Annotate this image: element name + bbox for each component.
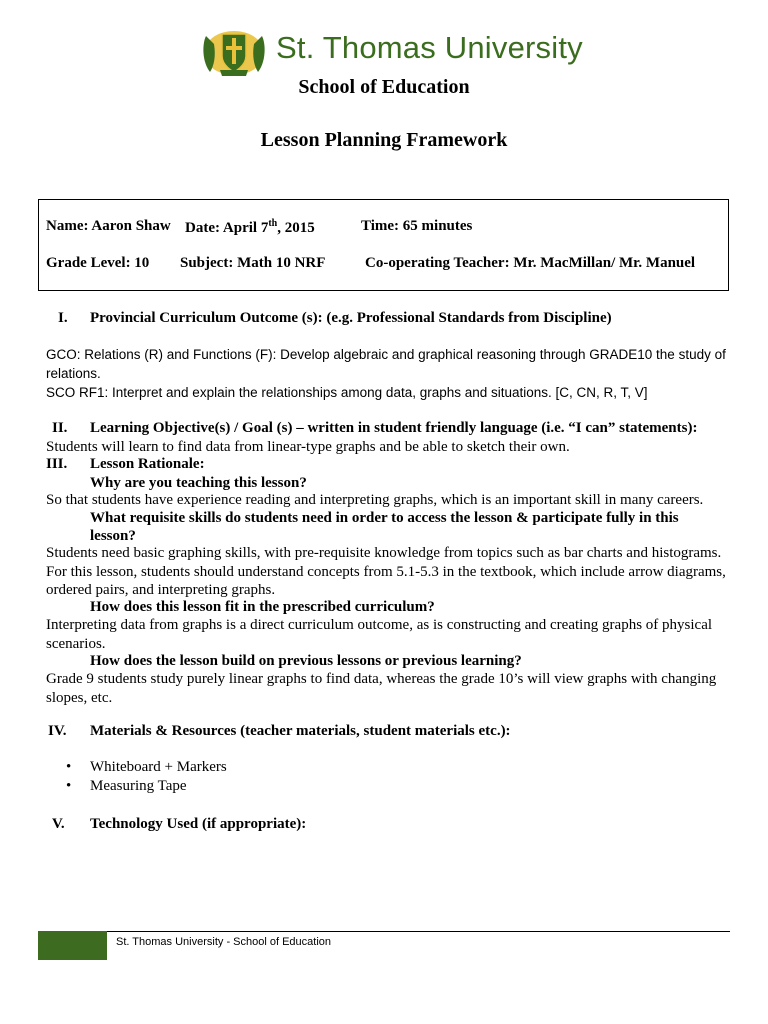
university-name: St. Thomas University (276, 30, 583, 65)
sco-text: SCO RF1: Interpret and explain the relationships among data, graphs and situations. [C, CN, R, T, V] (46, 385, 648, 400)
rationale-answer-4: Grade 9 students study purely linear graphs to find data, whereas the grade 10’s will view graphs with changing slopes, etc. (46, 671, 717, 706)
name-field: Name: Aaron Shaw (46, 218, 171, 234)
school-title: School of Education (298, 76, 470, 98)
rationale-question-4: How does the lesson build on previous lessons or previous learning? (90, 653, 522, 669)
section-2-numeral: II. (52, 420, 68, 436)
subject-field: Subject: Math 10 NRF (180, 255, 326, 271)
section-1-title: Provincial Curriculum Outcome (s): (e.g. Professional Standards from Discipline) (90, 310, 612, 326)
section-1-numeral: I. (58, 310, 68, 326)
section-4-numeral: IV. (48, 723, 67, 739)
rationale-answer-1: So that students have experience reading and interpreting graphs, which is an important skill in many careers. (46, 492, 704, 508)
footer-accent-bar (38, 931, 107, 960)
rationale-question-3: How does this lesson fit in the prescribed curriculum? (90, 599, 435, 615)
teacher-field: Co-operating Teacher: Mr. MacMillan/ Mr. Manuel (365, 255, 696, 271)
list-item: • Whiteboard + Markers (66, 759, 227, 775)
time-field: Time: 65 minutes (361, 218, 473, 234)
section-5-title: Technology Used (if appropriate): (90, 816, 307, 832)
section-3-title: Lesson Rationale: (90, 456, 205, 472)
footer-text: St. Thomas University - School of Education (116, 936, 332, 948)
form-title: Lesson Planning Framework (260, 129, 508, 151)
objective-text: Students will learn to find data from linear-type graphs and be able to sketch their own. (46, 439, 570, 455)
bullet-icon: • (66, 778, 72, 794)
gco-text: GCO: Relations (R) and Functions (F): Develop algebraic and graphical reasoning through GRADE10 the study of relations. (46, 347, 726, 381)
footer-divider (38, 931, 730, 932)
section-2-title: Learning Objective(s) / Goal (s) – written in student friendly language (i.e. “I can” statements): (90, 420, 698, 436)
university-logo (200, 26, 600, 78)
bullet-icon: • (66, 759, 72, 775)
info-box (38, 199, 729, 291)
grade-field: Grade Level: 10 (46, 255, 150, 271)
crest-icon (200, 26, 268, 78)
date-field: Date: April 7th, 2015 (185, 218, 315, 236)
rationale-answer-2: Students need basic graphing skills, with pre-requisite knowledge from topics such as bar charts and histograms. For this lesson, students should understand concepts from 5.1-5.3 in the textbook, which include arrow diagrams, ordered pairs, and interpreting graphs. (46, 545, 726, 598)
rationale-question-2: What requisite skills do students need in order to access the lesson & participate fully in this lesson? (90, 510, 679, 544)
section-4-title: Materials & Resources (teacher materials, student materials etc.): (90, 723, 511, 739)
section-3-numeral: III. (46, 456, 68, 472)
list-item: • Measuring Tape (66, 778, 187, 794)
rationale-answer-3: Interpreting data from graphs is a direct curriculum outcome, as is constructing and creating graphs of physical scenarios. (46, 617, 713, 652)
rationale-question-1: Why are you teaching this lesson? (90, 475, 307, 491)
section-5-numeral: V. (52, 816, 65, 832)
materials-list (60, 758, 227, 796)
